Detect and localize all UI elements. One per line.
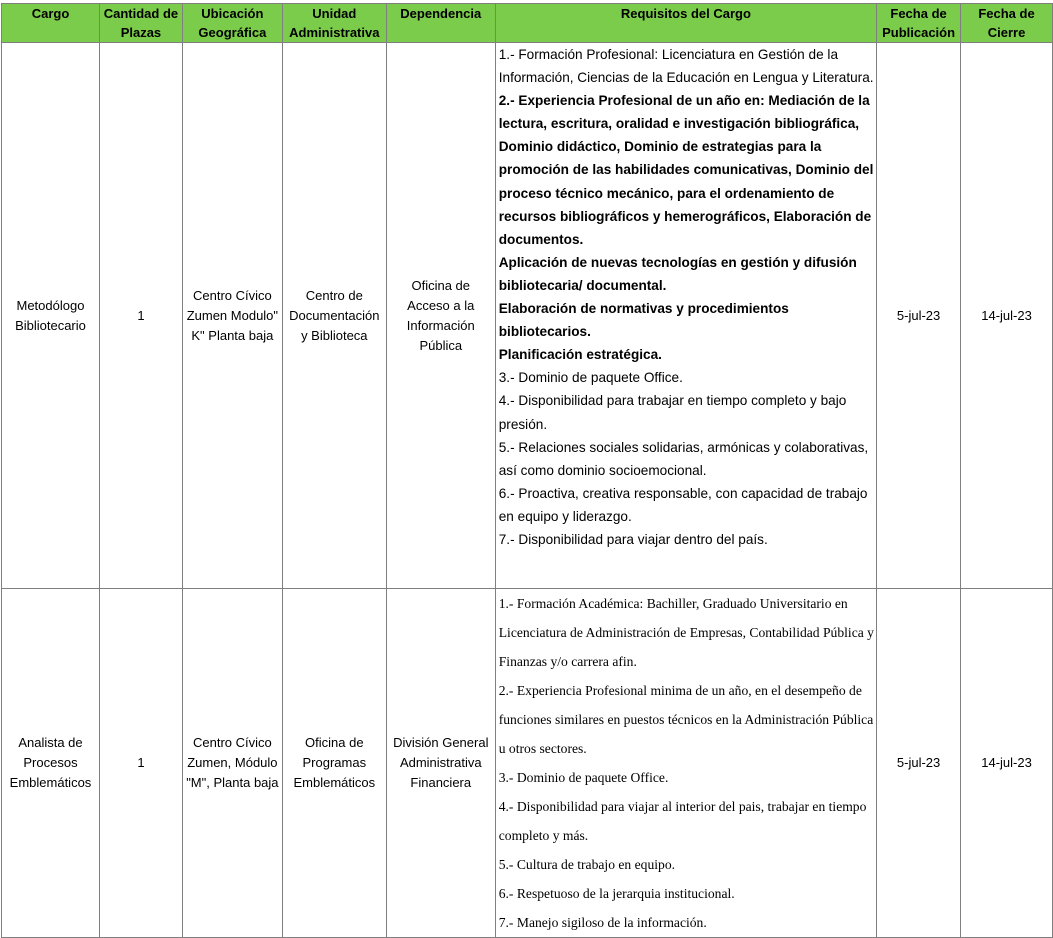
cell-dependencia: División General Administrativa Financiera <box>386 589 495 938</box>
requirement-item: Elaboración de normativas y procedimientos bibliotecarios. <box>498 301 789 340</box>
requirement-item: 7.- Disponibilidad para viajar dentro del país. <box>498 531 768 547</box>
header-row <box>2 4 1053 43</box>
cell-requisitos <box>495 589 876 938</box>
cell-unidad: Centro de Documentación y Biblioteca <box>282 43 386 589</box>
cell-ubicacion: Centro Cívico Zumen Modulo" K" Planta baja <box>182 43 282 589</box>
header-unidad: Unidad Administrativa <box>282 4 386 43</box>
vacancies-table <box>1 3 1053 938</box>
header-ubicacion: Ubicación Geográfica <box>182 4 282 43</box>
requirement-item: 2.- Experiencia Profesional de un año en: Mediación de la lectura, escritura, oralidad e investigación bibliográfica, Dominio didáctico, Dominio de estrategias para la promoción de las habilidades comunicativas, Dominio del proceso técnico mecánico, para el ordenamiento de recursos bibliográficos y hemerográficos, Elaboración de documentos. <box>498 93 874 247</box>
requirement-item: 4.- Disponibilidad para trabajar en tiempo completo y bajo presión. <box>498 393 847 432</box>
cell-cantidad: 1 <box>99 589 182 938</box>
cell-fecha-publicacion: 5-jul-23 <box>877 589 961 938</box>
cell-cargo: Metodólogo Bibliotecario <box>2 43 100 589</box>
requirement-item: 3.- Dominio de paquete Office. <box>498 770 669 785</box>
requirement-item: 7.- Manejo sigiloso de la información. <box>498 915 707 930</box>
cell-unidad: Oficina de Programas Emblemáticos <box>282 589 386 938</box>
requirement-item: 4.- Disponibilidad para viajar al interior del pais, trabajar en tiempo completo y más. <box>498 799 867 843</box>
header-cargo: Cargo <box>2 4 100 43</box>
requirement-item: 5.- Cultura de trabajo en equipo. <box>498 857 676 872</box>
requirement-item: Planificación estratégica. <box>498 347 662 363</box>
cell-ubicacion: Centro Cívico Zumen, Módulo "M", Planta baja <box>182 589 282 938</box>
requirement-item: 3.- Dominio de paquete Office. <box>498 370 683 386</box>
cell-fecha-cierre: 14-jul-23 <box>961 589 1053 938</box>
header-cantidad: Cantidad de Plazas <box>99 4 182 43</box>
requirement-item: 6.- Respetuoso de la jerarquia institucional. <box>498 886 735 901</box>
table-row <box>2 589 1053 938</box>
cell-fecha-cierre: 14-jul-23 <box>961 43 1053 589</box>
table-row <box>2 43 1053 589</box>
header-fecha-cierre: Fecha de Cierre <box>961 4 1053 43</box>
header-requisitos: Requisitos del Cargo <box>495 4 876 43</box>
cell-requisitos <box>495 43 876 589</box>
cell-fecha-publicacion: 5-jul-23 <box>877 43 961 589</box>
cell-cantidad: 1 <box>99 43 182 589</box>
header-dependencia: Dependencia <box>386 4 495 43</box>
requirement-item: 5.- Relaciones sociales solidarias, armónicas y colaborativas, así como dominio socioemocional. <box>498 439 869 478</box>
requirement-item: 1.- Formación Académica: Bachiller, Graduado Universitario en Licenciatura de Administración de Empresas, Contabilidad Pública y Finanzas y/o carrera afin. <box>498 596 874 669</box>
header-fecha-publicacion: Fecha de Publicación <box>877 4 961 43</box>
requirement-item: 6.- Proactiva, creativa responsable, con capacidad de trabajo en equipo y liderazgo. <box>498 485 868 524</box>
cell-dependencia: Oficina de Acceso a la Información Pública <box>386 43 495 589</box>
requirement-item: Aplicación de nuevas tecnologías en gestión y difusión bibliotecaria/ documental. <box>498 254 857 293</box>
cell-cargo: Analista de Procesos Emblemáticos <box>2 589 100 938</box>
requirement-item: 2.- Experiencia Profesional minima de un año, en el desempeño de funciones similares en puestos técnicos en la Administración Pública u otros sectores. <box>498 683 874 756</box>
requirement-item: 1.- Formación Profesional: Licenciatura en Gestión de la Información, Ciencias de la Educación en Lengua y Literatura. <box>498 47 874 86</box>
